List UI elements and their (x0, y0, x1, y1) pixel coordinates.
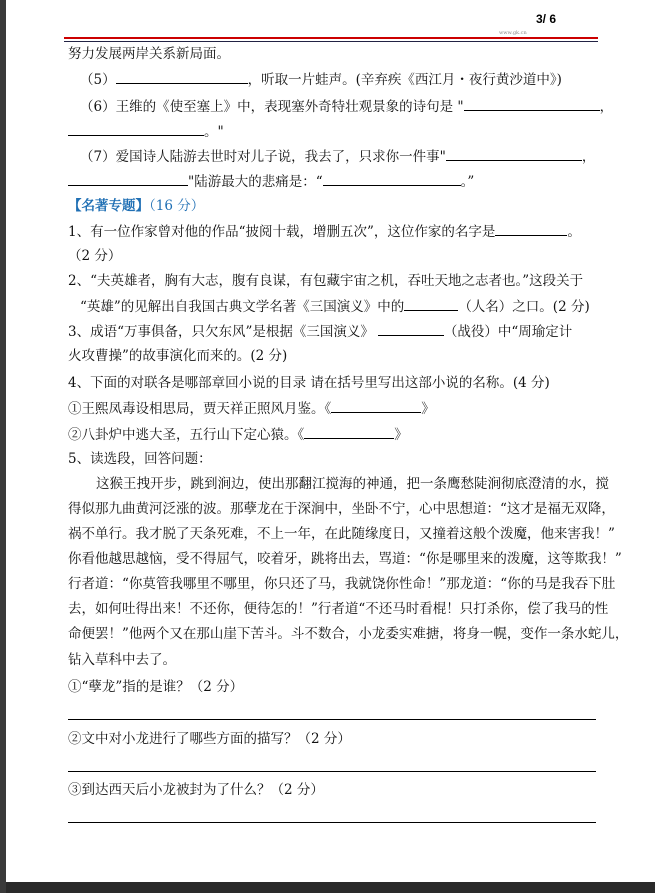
q-line-6: （6）王维的《使至塞上》中，表现塞外奇特壮观景象的诗句是 " ， (80, 96, 613, 117)
sub-question-3: ③到达西天后小龙被封为了什么？（2 分） (68, 782, 324, 798)
answer-line-1[interactable] (68, 719, 596, 720)
passage-line: 钻入草科中去了。 (68, 652, 176, 668)
q1-line: 1、有一位作家曾对他的作品“披阅十载，增删五次”，这位作家的名字是 。 (68, 221, 581, 242)
blank-q3[interactable] (378, 321, 444, 336)
header-watermark: www.gk.cn (499, 30, 527, 36)
blank-7c[interactable] (323, 171, 461, 186)
q3-line-b: 火攻曹操”的故事演化而来的。(2 分) (68, 348, 288, 364)
document-page (6, 0, 655, 893)
passage-line: 祸不单行。我才脱了天条死难，不上一年，在此随缘度日，又撞着这般个泼魔，他来害我！” (68, 526, 615, 542)
header-rule-dark (64, 41, 598, 42)
blank-6b[interactable] (68, 121, 204, 136)
section-title: 【名著专题】（16 分） (68, 198, 205, 214)
q-line-7: （7）爱国诗人陆游去世时对儿子说，我去了，只求你一件事" ， (80, 146, 595, 167)
blank-5[interactable] (116, 69, 248, 84)
q-line-6b: 。" (68, 121, 224, 142)
answer-line-3[interactable] (68, 822, 596, 823)
blank-q4-1[interactable] (331, 398, 421, 413)
q-line-5: （5） ，听取一片蛙声。(辛弃疾《西江月・夜行黄沙道中》) (80, 69, 562, 90)
blank-q1[interactable] (495, 221, 567, 236)
blank-6a[interactable] (464, 96, 600, 111)
q4-1: ①王熙凤毒设相思局，贾天祥正照风月鉴。《 》 (68, 398, 435, 419)
sub-question-2: ②文中对小龙进行了哪些方面的描写？（2 分） (68, 731, 351, 747)
sub-question-1: ①“孽龙”指的是谁？（2 分） (68, 679, 244, 695)
q1-score: （2 分） (68, 248, 122, 264)
q2-line-b: “英雄”的见解出自我国古典文学名著《三国演义》中的 （人名）之口。(2 分) (80, 296, 590, 317)
viewer-bottom-edge (6, 882, 655, 893)
passage-line: 得似那九曲黄河泛涨的波。那孽龙在于深涧中，坐卧不宁，心中思想道：“这才是福无双降， (68, 501, 615, 517)
blank-7b[interactable] (68, 171, 188, 186)
passage-line: 行者道：“你莫管我哪里不哪里，你只还了马，我就饶你性命！”那龙道：“你的马是我吞下肚 (68, 576, 616, 592)
q5-line: 5、读选段，回答问题： (68, 451, 212, 467)
header-rule-red (64, 37, 598, 39)
blank-q2[interactable] (404, 296, 458, 311)
passage-line: 去，如何吐得出来！不还你，便待怎的！”行者道“不还马时看棍！只打杀你，偿了我马的性 (68, 601, 609, 617)
passage-line: 命便罢！”他两个又在那山崖下苦斗。斗不数合，小龙委实难搪，将身一幌，变作一条水蛇儿， (68, 626, 629, 642)
q-line-7b: "陆游最大的悲痛是：“ 。” (68, 171, 474, 192)
answer-line-2[interactable] (68, 771, 596, 772)
blank-7a[interactable] (446, 146, 582, 161)
passage-line: 你看他越思越恼，受不得屈气，咬着牙，跳将出去，骂道：“你是哪里来的泼魔，这等欺我！” (68, 551, 622, 567)
passage-line: 这猴王拽开步，跳到涧边，使出那翻江搅海的神通，把一条鹰愁陡涧彻底澄清的水，搅 (96, 476, 609, 492)
q2-line: 2、“夫英雄者，胸有大志，腹有良谋，有包藏宇宙之机，吞吐天地之志者也。”这段关于 (68, 273, 584, 289)
text-line: 努力发展两岸关系新局面。 (68, 46, 230, 62)
q4-2: ②八卦炉中逃大圣，五行山下定心猿。《 》 (68, 424, 408, 445)
q3-line: 3、成语“万事俱备，只欠东风”是根据《三国演义》 （战役）中“周瑜定计 (68, 321, 572, 342)
page-number: 3/ 6 (536, 12, 557, 26)
q4-line: 4、下面的对联各是哪部章回小说的目录 请在括号里写出这部小说的名称。(4 分) (68, 375, 550, 391)
blank-q4-2[interactable] (304, 424, 394, 439)
